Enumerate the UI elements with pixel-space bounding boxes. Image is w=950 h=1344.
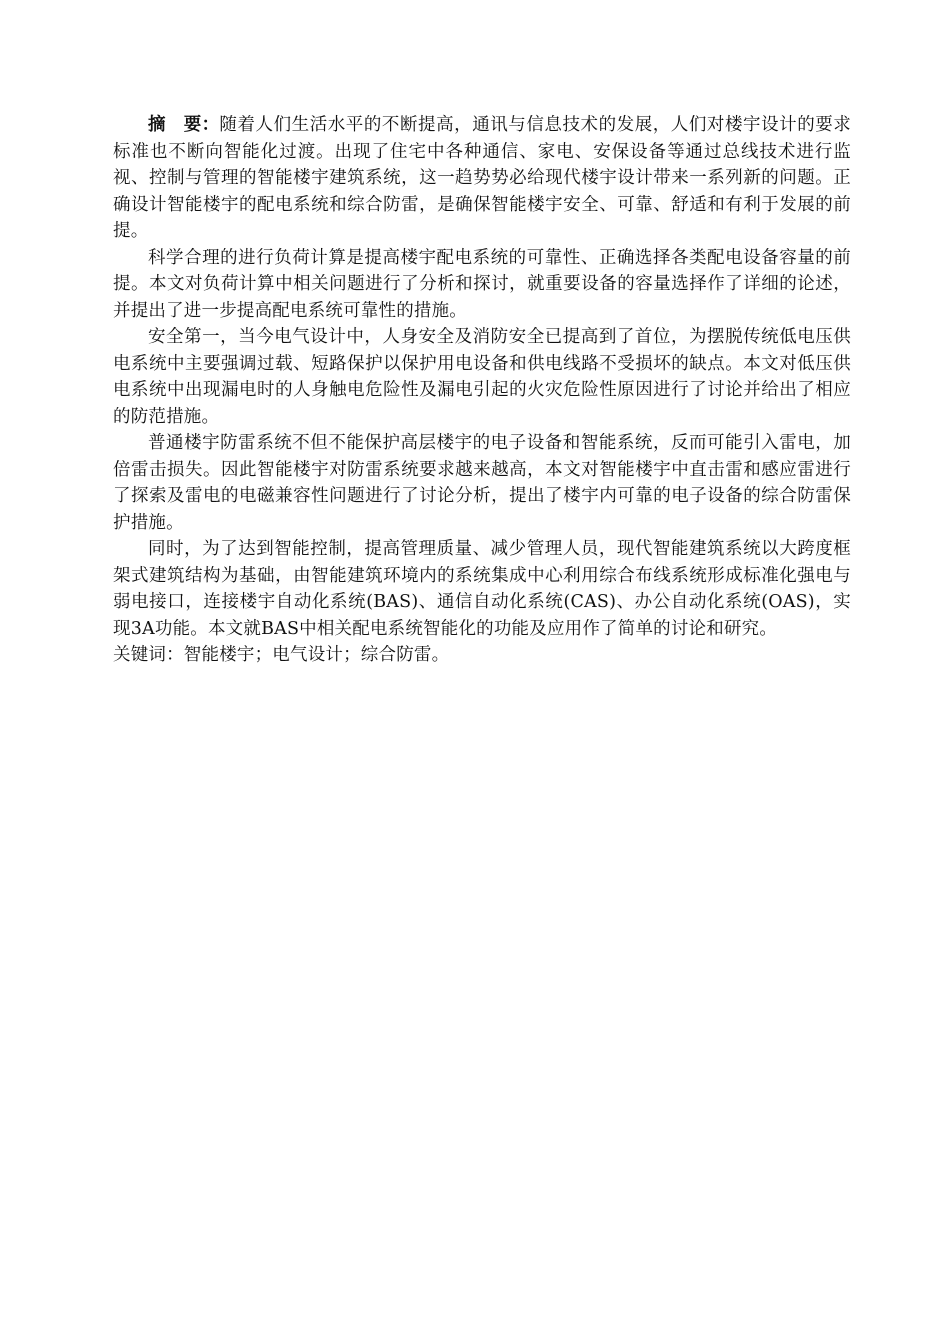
abstract-paragraph-1 [113,112,851,245]
abstract-paragraph-4: 普通楼宇防雷系统不但不能保护高层楼宇的电子设备和智能系统，反而可能引入雷电，加倍雷击损失。因此智能楼宇对防雷系统要求越来越高，本文对智能楼宇中直击雷和感应雷进行了探索及雷电的电磁兼容性问题进行了讨论分析，提出了楼宇内可靠的电子设备的综合防雷保护措施。 [113,433,851,533]
abstract-label: 摘 要： [148,115,220,135]
document-page [113,112,851,669]
abstract-paragraph-3: 安全第一，当今电气设计中，人身安全及消防安全已提高到了首位，为摆脱传统低电压供电系统中主要强调过载、短路保护以保护用电设备和供电线路不受损坏的缺点。本文对低压供电系统中出现漏电时的人身触电危险性及漏电引起的火灾危险性原因进行了讨论并给出了相应的防范措施。 [113,327,851,427]
keywords-line: 关键词：智能楼宇；电气设计；综合防雷。 [113,645,450,665]
abstract-paragraph-2: 科学合理的进行负荷计算是提高楼宇配电系统的可靠性、正确选择各类配电设备容量的前提。本文对负荷计算中相关问题进行了分析和探讨，就重要设备的容量选择作了详细的论述，并提出了进一步提高配电系统可靠性的措施。 [113,247,851,321]
abstract-paragraph-5: 同时，为了达到智能控制，提高管理质量、减少管理人员，现代智能建筑系统以大跨度框架式建筑结构为基础，由智能建筑环境内的系统集成中心利用综合布线系统形成标准化强电与弱电接口，连接楼宇自动化系统(BAS)、通信自动化系统(CAS)、办公自动化系统(OAS)，实现3A功能。本文就BAS中相关配电系统智能化的功能及应用作了简单的讨论和研究。 [113,539,851,639]
abstract-text-1: 随着人们生活水平的不断提高，通讯与信息技术的发展，人们对楼宇设计的要求标准也不断向智能化过渡。出现了住宅中各种通信、家电、安保设备等通过总线技术进行监视、控制与管理的智能楼宇建筑系统，这一趋势势必给现代楼宇设计带来一系列新的问题。正确设计智能楼宇的配电系统和综合防雷，是确保智能楼宇安全、可靠、舒适和有利于发展的前提。 [113,115,851,241]
